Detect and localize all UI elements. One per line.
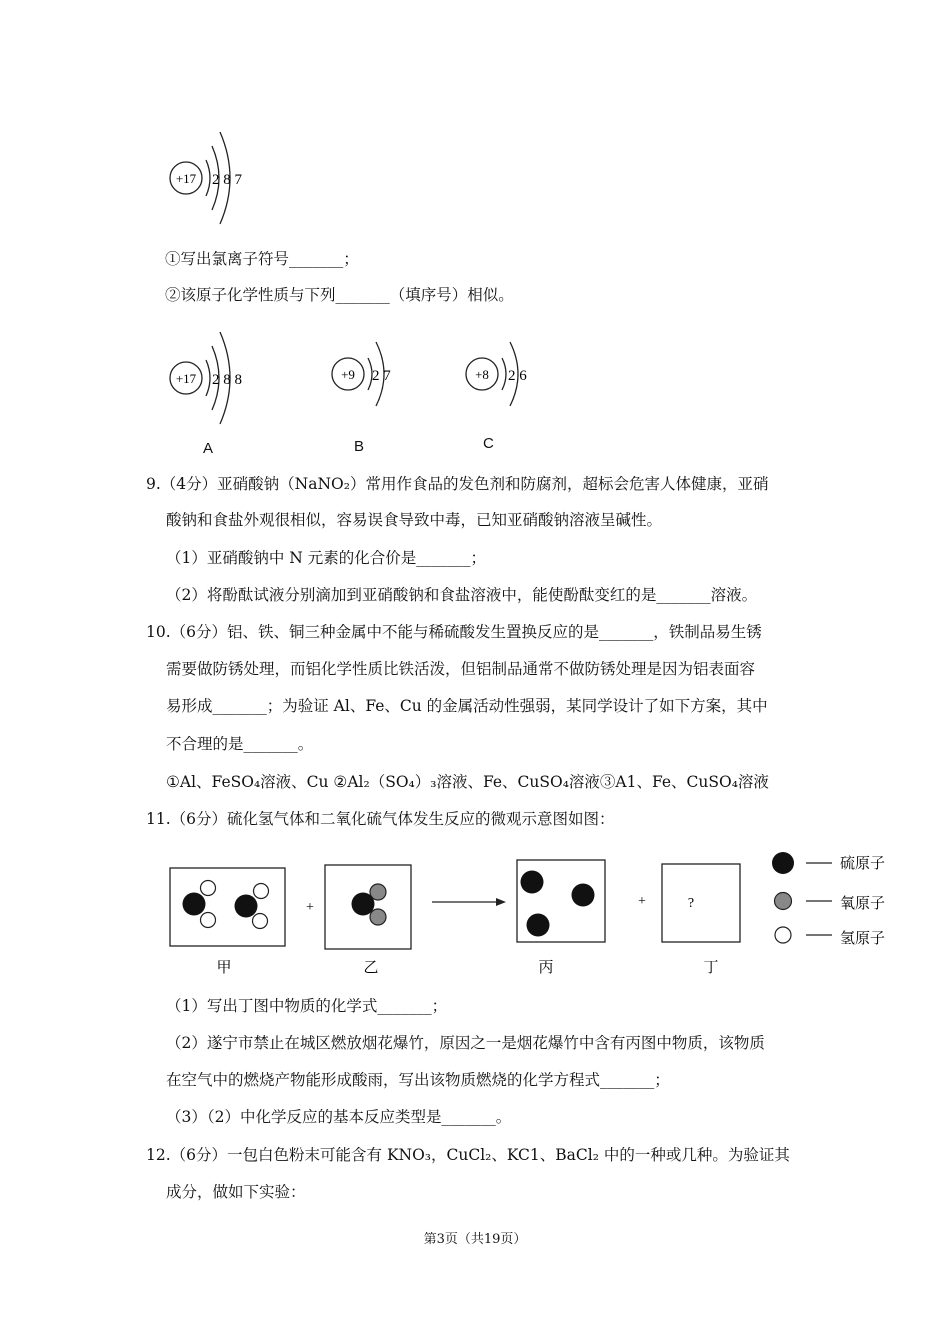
- q8-sub2: ②该原子化学性质与下列_______（填序号）相似。: [165, 286, 514, 304]
- legend-sulfur: 硫原子: [840, 854, 886, 872]
- atom-nucleus: +17: [175, 171, 197, 186]
- atom-diagram-main: [160, 118, 270, 236]
- q12-line2: 成分，做如下实验：: [166, 1183, 306, 1201]
- option-label-c: C: [483, 435, 494, 452]
- q9-sub1: （1）亚硝酸钠中 N 元素的化合价是_______；: [166, 549, 487, 567]
- plus-sign: +: [306, 900, 314, 915]
- q10-line2: 需要做防锈处理，而铝化学性质比铁活泼，但铝制品通常不做防锈处理是因为铝表面容: [166, 660, 756, 678]
- box-caption-yi: 乙: [363, 958, 379, 976]
- q9-line1: 9.（4分）亚硝酸钠（NaNO₂）常用作食品的发色剂和防腐剂，超标会危害人体健康，亚硝: [146, 475, 769, 493]
- box-ding: [662, 864, 740, 942]
- q9-line2: 酸钠和食盐外观很相似，容易误食导致中毒，已知亚硝酸钠溶液呈碱性。: [166, 511, 663, 529]
- q9-sub2: （2）将酚酞试液分别滴加到亚硝酸钠和食盐溶液中，能使酚酞变红的是_______溶液。: [166, 586, 758, 604]
- box-caption-ding: 丁: [703, 958, 719, 976]
- q10-line1: 10.（6分）铝、铁、铜三种金属中不能与稀硫酸发生置换反应的是_______，铁制品易生锈: [146, 623, 762, 641]
- option-label-a: A: [203, 440, 214, 457]
- box-caption-jia: 甲: [216, 958, 232, 976]
- legend-oxygen: 氧原子: [840, 894, 886, 912]
- plus-sign: +: [638, 894, 646, 909]
- atom-diagram-c: [456, 330, 556, 422]
- atom-shells: 2 8 8: [212, 372, 242, 388]
- reaction-diagram: [160, 845, 900, 980]
- q8-sub1: ①写出氯离子符号_______；: [165, 250, 359, 268]
- atom-nucleus: +17: [175, 371, 197, 386]
- q10-line4: 不合理的是_______。: [166, 735, 314, 753]
- atom-diagram-a: [160, 318, 270, 436]
- legend-hydrogen: 氢原子: [840, 929, 886, 947]
- atom-shells: 2 6: [508, 368, 527, 384]
- atom-shells: 2 7: [372, 368, 391, 384]
- atom-diagram-b: [322, 330, 412, 422]
- q11-sub3: （3）（2）中化学反应的基本反应类型是_______。: [166, 1108, 512, 1126]
- atom-shells: 2 8 7: [212, 172, 242, 188]
- q11-line1: 11.（6分）硫化氢气体和二氧化硫气体发生反应的微观示意图如图：: [146, 810, 615, 828]
- q12-line1: 12.（6分）一包白色粉末可能含有 KNO₃，CuCl₂、KC1、BaCl₂ 中的一种或几种。为验证其: [146, 1146, 790, 1164]
- q11-sub2a: （2）遂宁市禁止在城区燃放烟花爆竹，原因之一是烟花爆竹中含有丙图中物质，该物质: [166, 1034, 765, 1052]
- page-footer: 第3页（共19页）: [423, 1232, 527, 1247]
- unknown-product: ?: [687, 896, 695, 911]
- q10-options: ①Al、FeSO₄溶液、Cu ②Al₂（SO₄）₃溶液、Fe、CuSO₄溶液③A1、Fe、CuSO₄溶液: [166, 773, 769, 791]
- box-caption-bing: 丙: [538, 958, 554, 976]
- q11-sub1: （1）写出丁图中物质的化学式_______；: [166, 997, 448, 1015]
- atom-nucleus: +9: [341, 367, 355, 382]
- q11-sub2b: 在空气中的燃烧产物能形成酸雨，写出该物质燃烧的化学方程式_______；: [166, 1071, 670, 1089]
- atom-nucleus: +8: [475, 367, 489, 382]
- q10-line3: 易形成_______；为验证 Al、Fe、Cu 的金属活动性强弱，某同学设计了如下方案，其中: [166, 697, 768, 715]
- option-label-b: B: [354, 438, 365, 455]
